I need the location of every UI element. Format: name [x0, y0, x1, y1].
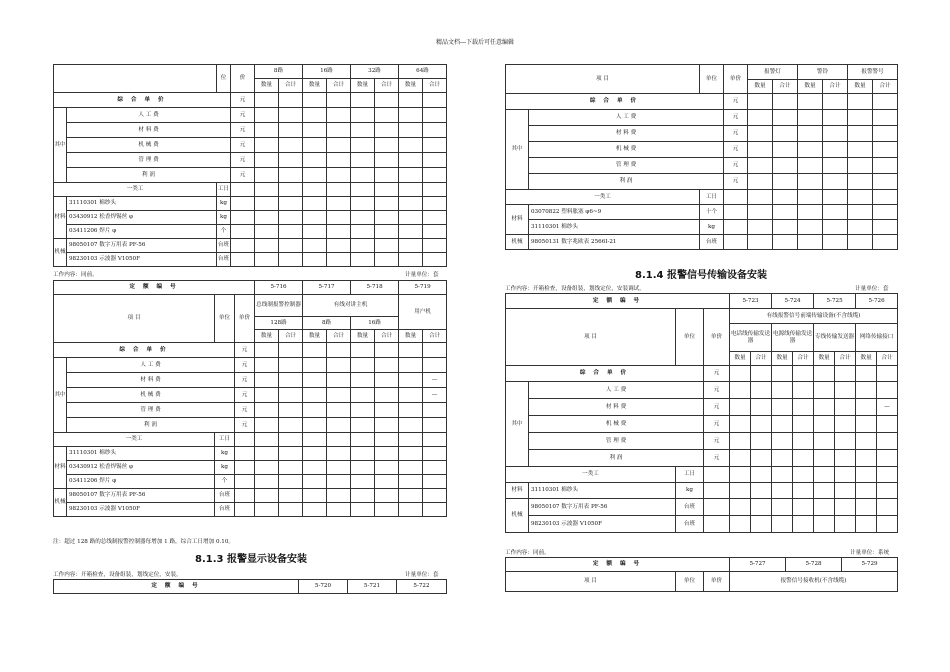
right-table-3 [505, 557, 898, 592]
yuan-unit: 元 [235, 403, 255, 418]
quota-code: 5-724 [772, 294, 814, 309]
item-header: 项 目 [506, 572, 676, 592]
material-unit: kg [217, 197, 231, 211]
total-header: 合计 [423, 79, 447, 93]
item-header: 项 目 [506, 309, 676, 366]
yuan-unit: 元 [724, 126, 748, 142]
yuan-unit: 元 [231, 123, 255, 138]
yuan-unit: 元 [704, 382, 730, 399]
footnote: 注：超过 128 路的总线制报警控制器每增加 1 路，综合工日增加 0.10。 [53, 539, 235, 545]
material-row: 31110301 棉纱头 [67, 447, 215, 461]
section-title: 8.1.3 报警显示设备安装 [195, 554, 307, 565]
material-label: 材料 [506, 205, 529, 235]
cost-label: 机 械 费 [67, 138, 231, 153]
qty-header: 数量 [399, 330, 423, 343]
qty-header: 数量 [351, 79, 375, 93]
quota-code: 5-726 [856, 294, 898, 309]
total-header: 合计 [279, 330, 303, 343]
qty-header: 数量 [303, 79, 327, 93]
yuan-unit: 元 [704, 416, 730, 433]
machine-unit: 台班 [215, 503, 235, 517]
material-row: 03070822 塑料胀塞 φ6~9 [529, 205, 700, 220]
price-header: 单价 [235, 295, 255, 343]
machine-unit: 台班 [215, 489, 235, 503]
yuan-unit: 元 [235, 418, 255, 433]
material-row: 03430912 松香焊锡丝 φ [67, 461, 215, 475]
yuan-unit: 元 [704, 399, 730, 416]
dash-value: — [423, 373, 447, 388]
cost-label: 利 润 [67, 418, 235, 433]
labor-label: 一类工 [54, 433, 215, 447]
group-header: 16路 [303, 65, 351, 79]
unit-header: 单位 [676, 309, 704, 366]
yuan-unit: 元 [235, 358, 255, 373]
material-row: 31110301 棉纱头 [67, 197, 217, 211]
material-unit: kg [700, 220, 724, 235]
summary-label: 综 合 单 价 [506, 366, 704, 382]
labor-unit: 工日 [676, 467, 704, 483]
labor-label: 一类工 [506, 467, 676, 483]
qizhong-label: 其中 [54, 108, 67, 183]
machine-row: 98050107 数字万用表 PF-56 [67, 489, 215, 503]
unit-header: 单位 [700, 65, 724, 94]
qty-header: 数量 [748, 80, 773, 94]
intercom-header: 有线对讲主机 [303, 295, 399, 317]
total-header: 合计 [773, 80, 798, 94]
material-unit: kg [215, 447, 235, 461]
cost-label: 机 械 费 [67, 388, 235, 403]
total-header: 合计 [751, 352, 772, 366]
total-header: 合计 [327, 79, 351, 93]
qty-header: 数量 [303, 330, 327, 343]
yuan-unit: 元 [704, 433, 730, 450]
price-header: 单价 [704, 309, 730, 366]
group-header: 8路 [255, 65, 303, 79]
yuan-unit: 元 [724, 158, 748, 174]
price-header: 价 [231, 65, 255, 93]
quota-code: 5-728 [786, 558, 842, 572]
material-unit: kg [215, 461, 235, 475]
cost-label: 材 料 费 [67, 123, 231, 138]
device-header: 电源线传输发送器 [772, 324, 814, 352]
capacity-header: 128路 [255, 317, 303, 330]
quota-code: 5-719 [399, 281, 447, 295]
material-label: 材料 [54, 197, 67, 239]
material-unit: 个 [215, 475, 235, 489]
qizhong-label: 其中 [506, 110, 529, 190]
receiver-header: 报警信号接收机(不含线缆) [730, 572, 898, 592]
group-header: 32路 [351, 65, 399, 79]
cost-label: 利 润 [529, 174, 724, 190]
yuan-unit: 元 [235, 388, 255, 403]
left-table-3 [53, 579, 447, 594]
measure-unit: 计量单位：套 [405, 272, 439, 278]
cost-label: 管 理 费 [529, 433, 704, 450]
machine-unit: 台班 [217, 253, 231, 267]
work-content: 工作内容：同前。 [505, 550, 550, 556]
cost-label: 管 理 费 [67, 403, 235, 418]
yuan-unit: 元 [235, 343, 255, 358]
page-header: 精品文档---下载后可任意编辑 [435, 39, 515, 46]
quota-code: 5-723 [730, 294, 772, 309]
cost-label: 利 润 [67, 168, 231, 183]
group-header: 报警灯 [748, 65, 798, 80]
quota-code: 5-729 [842, 558, 898, 572]
qizhong-label: 其中 [506, 382, 529, 467]
work-content: 工作内容：同前。 [53, 272, 98, 278]
material-unit: kg [676, 483, 704, 499]
group-header: 报警警号 [848, 65, 898, 80]
summary-label: 综 合 单 价 [54, 343, 235, 358]
left-table-1 [53, 64, 447, 267]
material-unit: kg [217, 211, 231, 225]
total-header: 合计 [375, 330, 399, 343]
qty-header: 数量 [255, 79, 279, 93]
material-row: 31110301 棉纱头 [529, 220, 700, 235]
quota-code: 5-722 [397, 580, 447, 594]
left-table-2 [53, 280, 447, 517]
price-header: 单价 [704, 572, 730, 592]
machine-unit: 台班 [676, 499, 704, 516]
total-header: 合计 [279, 79, 303, 93]
quota-code: 5-717 [303, 281, 351, 295]
material-row: 03430912 松香焊锡丝 φ [67, 211, 217, 225]
dash-value: — [877, 399, 898, 416]
device-header: 网络传输接口 [856, 324, 898, 352]
item-header: 项 目 [506, 65, 700, 94]
measure-unit: 计量单位：系统 [850, 550, 890, 556]
cost-label: 材 料 费 [529, 126, 724, 142]
group-header: 警铃 [798, 65, 848, 80]
work-content: 工作内容：开箱检查，设备组装，划线定位，安装调试。 [505, 286, 645, 292]
total-header: 合计 [823, 80, 848, 94]
machine-label: 机械 [506, 235, 529, 250]
yuan-unit: 元 [724, 94, 748, 110]
qty-header: 数量 [798, 80, 823, 94]
qty-header: 数量 [814, 352, 835, 366]
qty-header: 数量 [856, 352, 877, 366]
controller-header: 总线制报警控制器 [255, 295, 303, 317]
yuan-unit: 元 [235, 373, 255, 388]
machine-row: 98230103 示波器 V1050F [529, 516, 676, 533]
yuan-unit: 元 [231, 168, 255, 183]
cost-label: 人 工 费 [67, 358, 235, 373]
machine-unit: 台班 [217, 239, 231, 253]
quota-code: 5-720 [299, 580, 348, 594]
cost-label: 机 械 费 [529, 142, 724, 158]
total-header: 合计 [873, 80, 898, 94]
material-label: 材料 [506, 483, 529, 499]
item-header: 项 目 [54, 295, 215, 343]
machine-unit: 台班 [700, 235, 724, 250]
material-unit: 十个 [700, 205, 724, 220]
material-row: 31110301 棉纱头 [529, 483, 676, 499]
labor-unit: 工日 [217, 183, 231, 197]
cost-label: 人 工 费 [529, 382, 704, 399]
summary-label: 综 合 单 价 [54, 93, 231, 108]
machine-row: 98050131 数字兆欧表 2566I-21 [529, 235, 700, 250]
quota-label: 定 额 编 号 [54, 580, 299, 594]
cost-label: 人 工 费 [529, 110, 724, 126]
right-table-2 [505, 293, 898, 533]
qizhong-label: 其中 [54, 358, 67, 433]
qty-header: 数量 [772, 352, 793, 366]
labor-label: 一类工 [506, 190, 700, 205]
quota-code: 5-718 [351, 281, 399, 295]
total-header: 合计 [877, 352, 898, 366]
measure-unit: 计量单位：套 [405, 572, 439, 578]
quota-label: 定 额 编 号 [506, 558, 730, 572]
cost-label: 材 料 费 [529, 399, 704, 416]
quota-label: 定 额 编 号 [506, 294, 730, 309]
capacity-header: 16路 [351, 317, 399, 330]
qty-header: 数量 [730, 352, 751, 366]
labor-unit: 工日 [215, 433, 235, 447]
yuan-unit: 元 [724, 174, 748, 190]
material-unit: 个 [217, 225, 231, 239]
price-header: 单价 [724, 65, 748, 94]
yuan-unit: 元 [231, 138, 255, 153]
transmit-group-header: 有线报警信号前端传输设备(不含线缆) [730, 309, 898, 324]
group-header: 64路 [399, 65, 447, 79]
cost-label: 利 润 [529, 450, 704, 467]
yuan-unit: 元 [704, 450, 730, 467]
total-header: 合计 [793, 352, 814, 366]
yuan-unit: 元 [724, 110, 748, 126]
cost-label: 机 械 费 [529, 416, 704, 433]
quota-code: 5-725 [814, 294, 856, 309]
unit-header: 单位 [215, 295, 235, 343]
cost-label: 材 料 费 [67, 373, 235, 388]
cost-label: 人 工 费 [67, 108, 231, 123]
cost-label: 管 理 费 [529, 158, 724, 174]
work-content: 工作内容：开箱检查，设备组装，划线定位，安装。 [53, 572, 182, 578]
machine-row: 98050107 数字万用表 PF-56 [529, 499, 676, 516]
machine-label: 机械 [506, 499, 529, 533]
quota-code: 5-727 [730, 558, 786, 572]
yuan-unit: 元 [231, 93, 255, 108]
quota-label: 定 额 编 号 [54, 281, 255, 295]
device-header: 专线传输发送器 [814, 324, 856, 352]
device-header: 电话线传输发送器 [730, 324, 772, 352]
unit-header: 单位 [676, 572, 704, 592]
yuan-unit: 元 [724, 142, 748, 158]
quota-code: 5-716 [255, 281, 303, 295]
machine-row: 98230103 示波器 V1050F [67, 253, 217, 267]
header-blank [54, 65, 217, 93]
dash-value: — [423, 388, 447, 403]
yuan-unit: 元 [231, 108, 255, 123]
machine-label: 机械 [54, 239, 67, 267]
labor-unit: 工日 [700, 190, 724, 205]
quota-code: 5-721 [348, 580, 397, 594]
machine-row: 98230103 示波器 V1050F [67, 503, 215, 517]
capacity-header: 8路 [303, 317, 351, 330]
labor-label: 一类工 [54, 183, 217, 197]
qty-header: 数量 [255, 330, 279, 343]
right-table-1 [505, 64, 898, 250]
total-header: 合计 [327, 330, 351, 343]
total-header: 合计 [423, 330, 447, 343]
user-unit-header: 用户机 [399, 295, 447, 330]
qty-header: 数量 [848, 80, 873, 94]
unit-header: 位 [217, 65, 231, 93]
total-header: 合计 [375, 79, 399, 93]
qty-header: 数量 [399, 79, 423, 93]
machine-row: 98050107 数字万用表 PF-56 [67, 239, 217, 253]
cost-label: 管 理 费 [67, 153, 231, 168]
yuan-unit: 元 [704, 366, 730, 382]
material-label: 材料 [54, 447, 67, 489]
summary-label: 综 合 单 价 [506, 94, 724, 110]
machine-label: 机械 [54, 489, 67, 517]
yuan-unit: 元 [231, 153, 255, 168]
machine-unit: 台班 [676, 516, 704, 533]
material-row: 03411206 焊片 φ [67, 225, 217, 239]
qty-header: 数量 [351, 330, 375, 343]
section-title: 8.1.4 报警信号传输设备安装 [635, 270, 767, 281]
measure-unit: 计量单位：套 [855, 286, 889, 292]
total-header: 合计 [835, 352, 856, 366]
material-row: 03411206 焊片 φ [67, 475, 215, 489]
